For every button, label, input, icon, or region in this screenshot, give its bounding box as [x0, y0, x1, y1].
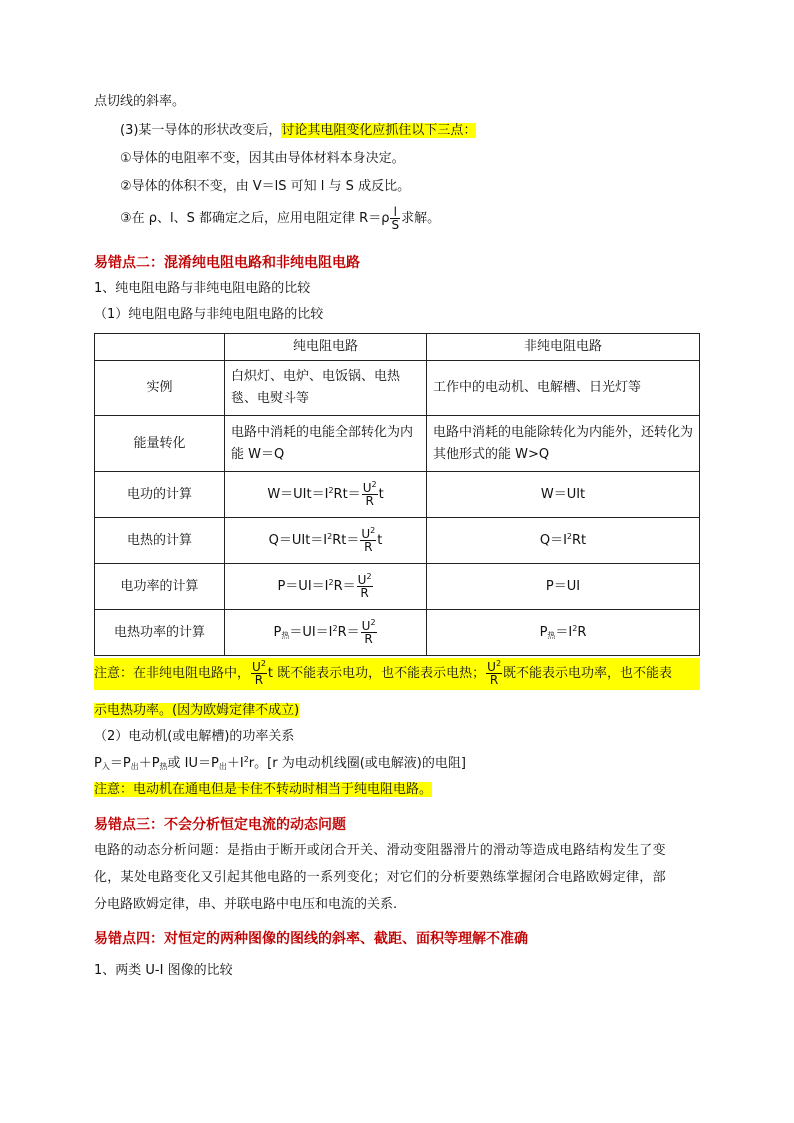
- note-line-2: 示电热功率。(因为欧姆定律不成立): [94, 703, 300, 718]
- formula-part: R: [577, 624, 587, 640]
- superscript: 2: [328, 486, 334, 495]
- note-part: 注意：在非纯电阻电路中，: [94, 666, 251, 681]
- formula-part: t: [377, 533, 383, 548]
- point-3-intro: [120, 121, 476, 141]
- point-3-suffix: 求解。: [401, 211, 441, 226]
- motor-power-equation: [94, 754, 466, 774]
- cell-work-pure: [225, 472, 427, 518]
- fraction-u2-over-r: [357, 574, 373, 599]
- cell-example-nonpure: 工作中的电动机、电解槽、日光灯等: [427, 361, 700, 416]
- point-3-prefix: (3)某一导体的形状改变后，: [120, 123, 282, 138]
- subscript: 热: [159, 762, 168, 771]
- fraction-u: U: [362, 481, 372, 495]
- cell-power-pure: [225, 564, 427, 610]
- formula-part: Rt＝: [333, 487, 361, 502]
- table-row: [95, 361, 700, 416]
- fraction-u: U: [361, 619, 371, 633]
- row-label-heat: 电热的计算: [95, 518, 225, 564]
- cell-power-nonpure: P＝UI: [427, 564, 700, 610]
- fraction-l-over-s: [390, 206, 400, 231]
- section-3-paragraph-line2: 化，某处电路变化又引起其他电路的一系列变化；对它们的分析要熟练掌握闭合电路欧姆定律，部: [94, 870, 666, 885]
- note-part: t 既不能表示电功，也不能表示电热；: [267, 666, 486, 681]
- subscript: 出: [130, 762, 139, 771]
- cell-heat-power-pure: [225, 610, 427, 656]
- sub-point-2: ②导体的体积不变，由 V＝lS 可知 l 与 S 成反比。: [120, 179, 411, 194]
- fraction-u: U: [487, 660, 496, 674]
- superscript: 2: [371, 480, 377, 489]
- formula-part: ＝I: [555, 624, 573, 640]
- row-label-energy: 能量转化: [95, 416, 225, 472]
- cell-energy-pure: 电路中消耗的电能全部转化为内能 W＝Q: [225, 416, 427, 472]
- fraction-denominator: R: [254, 673, 264, 687]
- cell-heat-power-nonpure: [427, 610, 700, 656]
- note-non-pure-circuit: [94, 658, 700, 690]
- formula-part: P＝UI＝I: [277, 579, 329, 594]
- point-3-text: ③在 ρ、l、S 都确定之后，应用电阻定律 R＝ρ: [120, 211, 390, 226]
- row-label-example: 实例: [95, 361, 225, 416]
- eq-part: ＝P: [109, 756, 131, 771]
- section-2-table-caption: （1）纯电阻电路与非纯电阻电路的比较: [94, 307, 324, 322]
- eq-part: P: [94, 756, 102, 771]
- cell-heat-nonpure: [427, 518, 700, 564]
- row-label-work: 电功的计算: [95, 472, 225, 518]
- eq-part: ＋P: [138, 756, 160, 771]
- superscript: 2: [572, 623, 578, 633]
- subscript: 热: [547, 630, 556, 640]
- motor-note-text: 注意：电动机在通电但是卡住不转动时相当于纯电阻电路。: [94, 782, 433, 797]
- section-3-paragraph-line3: 分电路欧姆定律，串、并联电路中电压和电流的关系.: [94, 897, 398, 912]
- formula-part: Rt: [572, 532, 587, 548]
- motor-note: [94, 780, 432, 800]
- superscript: 2: [566, 531, 573, 541]
- formula-part: ＝UI＝I: [289, 625, 333, 640]
- superscript: 2: [495, 659, 502, 668]
- fraction-denominator: R: [489, 673, 499, 687]
- highlight-label: 讨论其电阻变化应抓住以下三点: [281, 123, 464, 138]
- note-non-pure-circuit-line2: [94, 701, 299, 721]
- highlighted-text: [281, 123, 476, 138]
- fraction-denominator: R: [364, 540, 373, 554]
- formula-part: P: [539, 624, 548, 640]
- sub-point-1: ①导体的电阻率不变，因其由导体材料本身决定。: [120, 151, 405, 166]
- highlight-colon: ：: [463, 123, 477, 138]
- fraction-u2-over-r: [361, 620, 377, 645]
- eq-part: r。[r 为电动机线圈(或电解液)的电阻]: [248, 756, 466, 771]
- fraction-u2-over-r: [251, 661, 267, 686]
- fraction-u: U: [361, 527, 371, 541]
- fraction-numerator: l: [390, 206, 400, 219]
- table-header-pure: 纯电阻电路: [225, 334, 427, 361]
- sub-point-3: [120, 205, 440, 233]
- superscript: 2: [370, 526, 376, 535]
- table-row: [95, 518, 700, 564]
- eq-part: ＋I: [226, 756, 244, 771]
- cell-energy-nonpure: 电路中消耗的电能除转化为内能外，还转化为其他形式的能 W>Q: [427, 416, 700, 472]
- cell-work-nonpure: W＝UIt: [427, 472, 700, 518]
- table-header-row: [95, 334, 700, 361]
- intro-line: 点切线的斜率。: [94, 94, 186, 109]
- row-label-heat-power: 电热功率的计算: [95, 610, 225, 656]
- fraction-denominator: R: [365, 494, 374, 508]
- formula-part: t: [378, 487, 384, 502]
- subscript: 入: [101, 762, 110, 771]
- superscript: 2: [332, 624, 338, 633]
- section-4-subheading: 1、两类 U-I 图像的比较: [94, 963, 233, 978]
- superscript: 2: [366, 572, 372, 581]
- circuit-comparison-table: [94, 333, 700, 656]
- fraction-u2-over-r: [362, 482, 378, 507]
- cell-example-pure: 白炽灯、电炉、电饭锅、电热毯、电熨斗等: [225, 361, 427, 416]
- formula-part: Q＝I: [539, 532, 567, 548]
- table-row: [95, 610, 700, 656]
- row-label-power: 电功率的计算: [95, 564, 225, 610]
- note-part: 既不能表示电功率，也不能表: [503, 666, 673, 681]
- fraction-denominator: S: [391, 218, 400, 232]
- formula-part: Q＝UIt＝I: [268, 533, 328, 548]
- formula-part: R＝: [333, 579, 356, 594]
- superscript: 2: [328, 578, 334, 587]
- subscript: 热: [281, 631, 290, 640]
- fraction-u: U: [357, 573, 367, 587]
- table-header-nonpure: 非纯电阻电路: [427, 334, 700, 361]
- formula-part: P: [273, 625, 282, 640]
- cell-heat-pure: [225, 518, 427, 564]
- section-3-paragraph-line1: 电路的动态分析问题：是指由于断开或闭合开关、滑动变阻器滑片的滑动等造成电路结构发生了变: [94, 843, 666, 858]
- formula-part: Rt＝: [332, 533, 360, 548]
- section-4-heading: 易错点四：对恒定的两种图像的图线的斜率、截距、面积等理解不准确: [94, 931, 528, 947]
- table-header-empty: [95, 334, 225, 361]
- fraction-u2-over-r: [486, 661, 502, 686]
- table-row: [95, 472, 700, 518]
- table-row: [95, 416, 700, 472]
- section-2-subheading: 1、纯电阻电路与非纯电阻电路的比较: [94, 281, 311, 296]
- superscript: 2: [327, 532, 333, 541]
- fraction-denominator: R: [364, 632, 373, 646]
- fraction-denominator: R: [360, 586, 369, 600]
- subscript: 出: [218, 762, 227, 771]
- motor-heading: （2）电动机(或电解槽)的功率关系: [94, 729, 295, 744]
- fraction-u2-over-r: [360, 528, 376, 553]
- section-3-heading: 易错点三：不会分析恒定电流的动态问题: [94, 817, 346, 833]
- section-2-heading: 易错点二：混淆纯电阻电路和非纯电阻电路: [94, 255, 360, 271]
- formula-part: R＝: [337, 625, 360, 640]
- formula-part: W＝UIt＝I: [267, 487, 329, 502]
- table-row: [95, 564, 700, 610]
- superscript: 2: [243, 755, 249, 764]
- fraction-u: U: [252, 660, 261, 674]
- superscript: 2: [260, 659, 266, 668]
- eq-part: 或 IU＝P: [167, 756, 219, 771]
- superscript: 2: [370, 618, 376, 627]
